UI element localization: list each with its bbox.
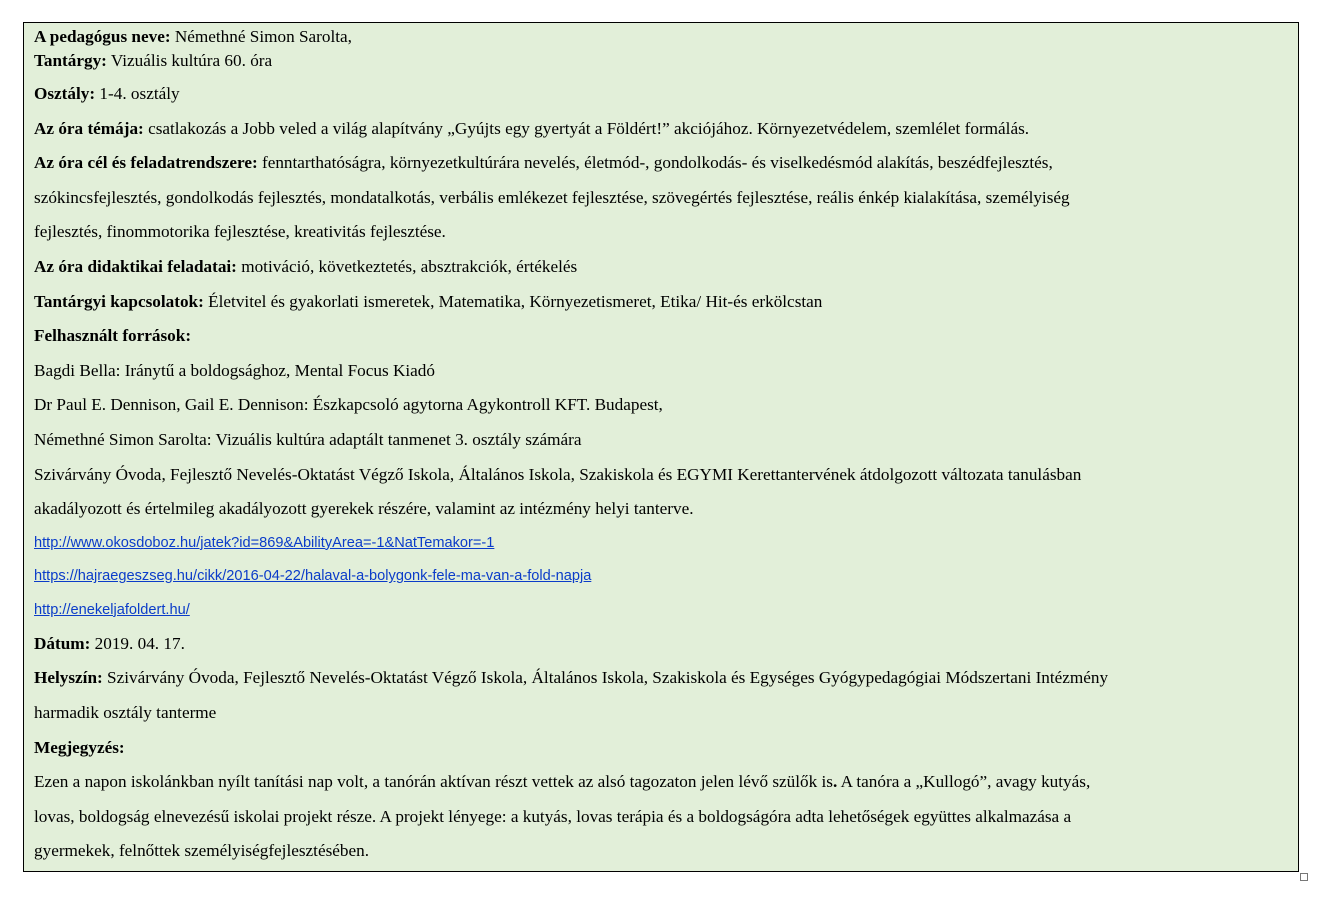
place-line-1: Szivárvány Óvoda, Fejlesztő Nevelés-Oktatást Végző Iskola, Általános Iskola, Szakiskola és Egységes Gyógypedagógiai Módszertani Intézmény (102, 668, 1109, 688)
goals-line-1: fenntarthatóságra, környezetkultúrára nevelés, életmód-, gondolkodás- és viselkedésmód alakítás, beszédfejlesztés, (257, 153, 1053, 173)
sources-heading (34, 319, 1288, 354)
goals-label: Az óra cél és feladatrendszere: (34, 153, 258, 173)
didactic-row (34, 250, 1288, 285)
place-line-2: harmadik osztály tanterme (34, 703, 217, 723)
source-item: Dr Paul E. Dennison, Gail E. Dennison: Észkapcsoló agytorna Agykontroll KFT. Budapest, (34, 395, 663, 415)
goals-row (34, 146, 1288, 181)
place-label: Helyszín: (34, 668, 103, 688)
connections-label: Tantárgyi kapcsolatok: (34, 291, 204, 311)
note-heading (34, 731, 1288, 766)
teacher-label: A pedagógus neve: (34, 27, 171, 46)
date-row (34, 627, 1288, 662)
source-link[interactable]: http://enekeljafoldert.hu/ (34, 601, 190, 618)
note-line-3: gyermekek, felnőttek személyiségfejlesztésében. (34, 841, 370, 861)
lesson-info-box (23, 22, 1299, 872)
class-value: 1-4. osztály (95, 84, 180, 103)
connections-row (34, 285, 1288, 320)
goals-line-3: fejlesztés, finommotorika fejlesztése, kreativitás fejlesztése. (34, 222, 446, 242)
goals-line-2: szókincsfejlesztés, gondolkodás fejlesztés, mondatalkotás, verbális emlékezet fejlesztése, szövegértés fejlesztése, reális énkép kialakítása, személyiség (34, 187, 1070, 207)
topic-value: csatlakozás a Jobb veled a világ alapítvány „Gyújts egy gyertyát a Földért!” akciójához. Környezetvédelem, szemlélet formálás. (143, 118, 1030, 138)
note-label: Megjegyzés: (34, 737, 125, 757)
note-line-1 (34, 765, 1288, 800)
subject-label: Tantárgy: (34, 51, 107, 70)
source-item: Némethné Simon Sarolta: Vizuális kultúra adaptált tanmenet 3. osztály számára (34, 429, 582, 449)
source-item: Szivárvány Óvoda, Fejlesztő Nevelés-Oktatást Végző Iskola, Általános Iskola, Szakiskola és EGYMI Kerettantervének átdolgozott változata tanulásban (34, 464, 1082, 484)
sources-label: Felhasznált források: (34, 326, 192, 346)
class-label: Osztály: (34, 84, 96, 103)
subject-row (34, 49, 1288, 73)
source-link[interactable]: https://hajraegeszseg.hu/cikk/2016-04-22/halaval-a-bolygonk-fele-ma-van-a-fold-napja (34, 568, 592, 585)
note-bold-period: . (832, 772, 838, 792)
note-line-1-start: Ezen a napon iskolánkban nyílt tanítási nap volt, a tanórán aktívan részt vettek az alsó tagozaton jelen lévő szülők is (34, 772, 833, 792)
place-row (34, 661, 1288, 696)
source-item-continued: akadályozott és értelmileg akadályozott gyerekek részére, valamint az intézmény helyi tanterve. (34, 499, 694, 519)
note-line-2: lovas, boldogság elnevezésű iskolai projekt része. A projekt lényege: a kutyás, lovas terápia és a boldogságóra adta lehetőségek együttes alkalmazása a (34, 806, 1072, 826)
date-label: Dátum: (34, 633, 91, 653)
teacher-value: Némethné Simon Sarolta, (170, 27, 352, 46)
source-item: Bagdi Bella: Iránytű a boldogsághoz, Mental Focus Kiadó (34, 360, 435, 380)
didactic-value: motiváció, következtetés, absztrakciók, értékelés (236, 256, 578, 276)
source-link[interactable]: http://www.okosdoboz.hu/jatek?id=869&AbilityArea=-1&NatTemakor=-1 (34, 534, 495, 551)
subject-value: Vizuális kultúra 60. óra (106, 51, 273, 70)
text-box-resize-handle[interactable] (1300, 873, 1308, 881)
topic-row (34, 112, 1288, 147)
teacher-row (34, 25, 1288, 49)
note-line-1-end: A tanóra a „Kullogó”, avagy kutyás, (837, 772, 1091, 792)
connections-value: Életvitel és gyakorlati ismeretek, Matematika, Környezetismeret, Etika/ Hit-és erkölcstan (203, 291, 823, 311)
date-value: 2019. 04. 17. (90, 633, 185, 653)
topic-label: Az óra témája: (34, 118, 144, 138)
class-row (34, 77, 1288, 112)
didactic-label: Az óra didaktikai feladatai: (34, 256, 237, 276)
